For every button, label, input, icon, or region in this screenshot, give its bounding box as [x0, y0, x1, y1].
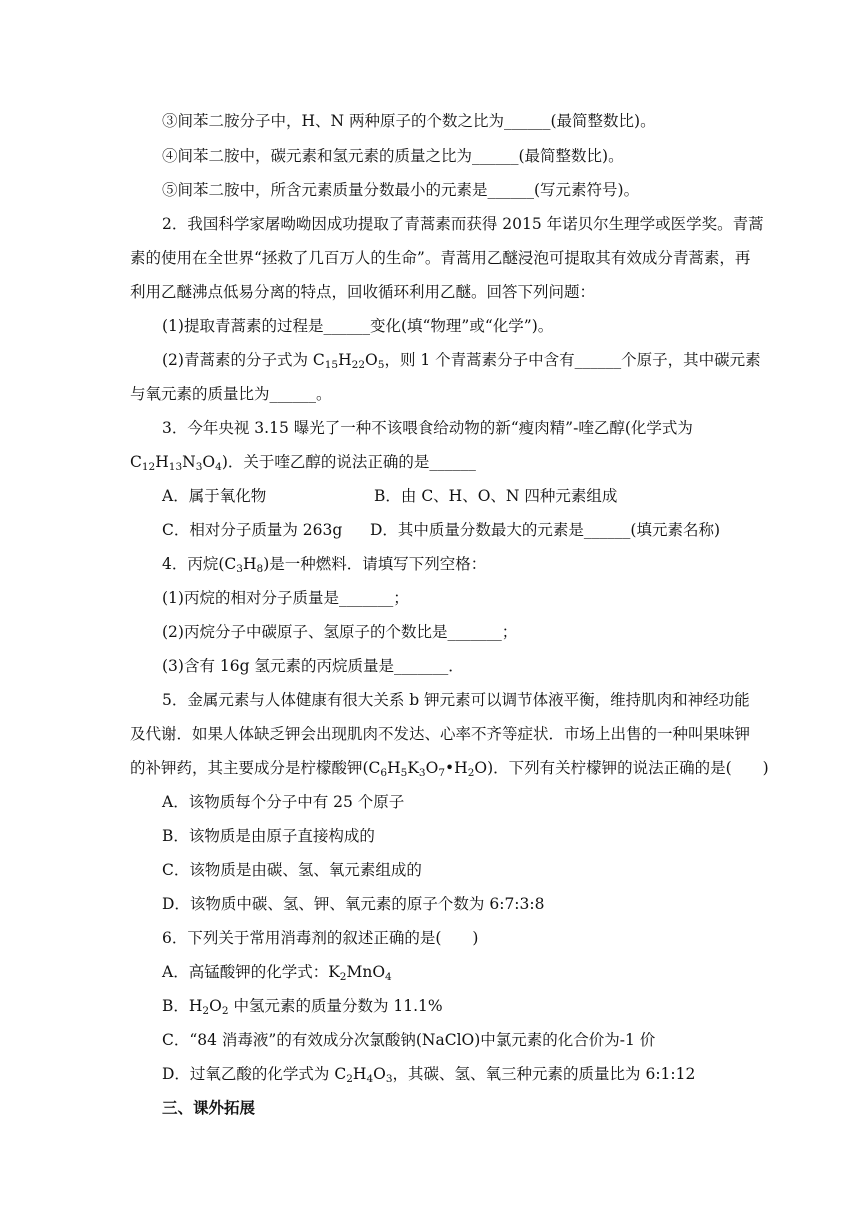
q2-line-1: 2．我国科学家屠呦呦因成功提取了青蒿素而获得 2015 年诺贝尔生理学或医学奖。青蒿 [162, 215, 764, 233]
q5-line-1: 5．金属元素与人体健康有很大关系 b 钾元素可以调节体液平衡，维持肌肉和神经功能 [162, 691, 750, 709]
q4-stem: 4．丙烷$(C_3H_8)$是一种燃料．请填写下列空格： [162, 555, 487, 575]
q3-options-cd [162, 520, 732, 540]
q1-item-4: ④间苯二胺中，碳元素和氢元素的质量之比为______(最简整数比)。 [162, 147, 624, 165]
q1-item-3: ③间苯二胺分子中，H、N 两种原子的个数之比为______(最简整数比)。 [162, 112, 656, 130]
q3-option-d: D．其中质量分数最大的元素是______(填元素名称) [370, 521, 721, 539]
q6-stem: 6．下列关于常用消毒剂的叙述正确的是( ) [162, 929, 479, 947]
q4-sub-1: (1)丙烷的相对分子质量是_______； [162, 589, 409, 607]
q3-line-2: $C_{12}H_{13}N_3O_4$)．关于喹乙醇的说法正确的是______ [130, 453, 476, 473]
q3-options-ab [162, 486, 732, 506]
q2-line-3: 利用乙醚沸点低易分离的特点，回收循环利用乙醚。回答下列问题： [130, 283, 596, 301]
q2-sub-2-cont: 与氧元素的质量比为______。 [130, 385, 332, 403]
q2-line-2: 素的使用在全世界“拯救了几百万人的生命”。青蒿用乙醚浸泡可提取其有效成分青蒿素，再 [130, 249, 751, 267]
q2-sub-1: (1)提取青蒿素的过程是______变化(填“物理”或“化学”)。 [162, 317, 554, 335]
q3-option-a: A．属于氧化物 [162, 487, 267, 505]
q4-sub-3: (3)含有 16g 氢元素的丙烷质量是_______． [162, 657, 464, 675]
q6-option-d: D．过氧乙酸的化学式为 $C_2H_4O_3$，其碳、氢、氧三种元素的质量比为 6:1:12 [162, 1065, 696, 1085]
q3-option-b: B．由 C、H、O、N 四种元素组成 [374, 487, 618, 505]
q5-line-2: 及代谢．如果人体缺乏钾会出现肌肉不发达、心率不齐等症状．市场上出售的一种叫果味钾 [130, 725, 751, 743]
q3-option-c: C．相对分子质量为 263g [162, 521, 343, 539]
section-heading-extension: 三、课外拓展 [162, 1098, 256, 1117]
q5-option-a: A．该物质每个分子中有 25 个原子 [162, 793, 405, 811]
q1-item-5: ⑤间苯二胺中，所含元素质量分数最小的元素是______(写元素符号)。 [162, 181, 640, 199]
q6-option-b: B．$H_2O_2$ 中氢元素的质量分数为 11.1% [162, 997, 443, 1017]
q5-option-c: C．该物质是由碳、氢、氧元素组成的 [162, 861, 422, 879]
q5-line-3: 的补钾药，其主要成分是柠檬酸钾$(C_6H_5K_3O_7•H_2O)$．下列有关柠檬钾的说法正确的是( ) [130, 759, 769, 779]
q2-sub-2: (2)青蒿素的分子式为 $C_{15}H_{22}O_5$，则 1 个青蒿素分子中含有______个原子，其中碳元素 [162, 351, 761, 371]
q6-option-c: C．“84 消毒液”的有效成分次氯酸钠(NaClO)中氯元素的化合价为-1 价 [162, 1031, 656, 1049]
q5-option-b: B．该物质是由原子直接构成的 [162, 827, 375, 845]
q5-option-d: D．该物质中碳、氢、钾、氧元素的原子个数为 6:7:3:8 [162, 895, 545, 913]
q4-sub-2: (2)丙烷分子中碳原子、氢原子的个数比是_______； [162, 623, 518, 641]
q3-line-1: 3．今年央视 3.15 曝光了一种不该喂食给动物的新“瘦肉精”-喹乙醇(化学式为 [162, 419, 693, 437]
q6-option-a: A．高锰酸钾的化学式：$K_2MnO_4$ [162, 963, 392, 983]
